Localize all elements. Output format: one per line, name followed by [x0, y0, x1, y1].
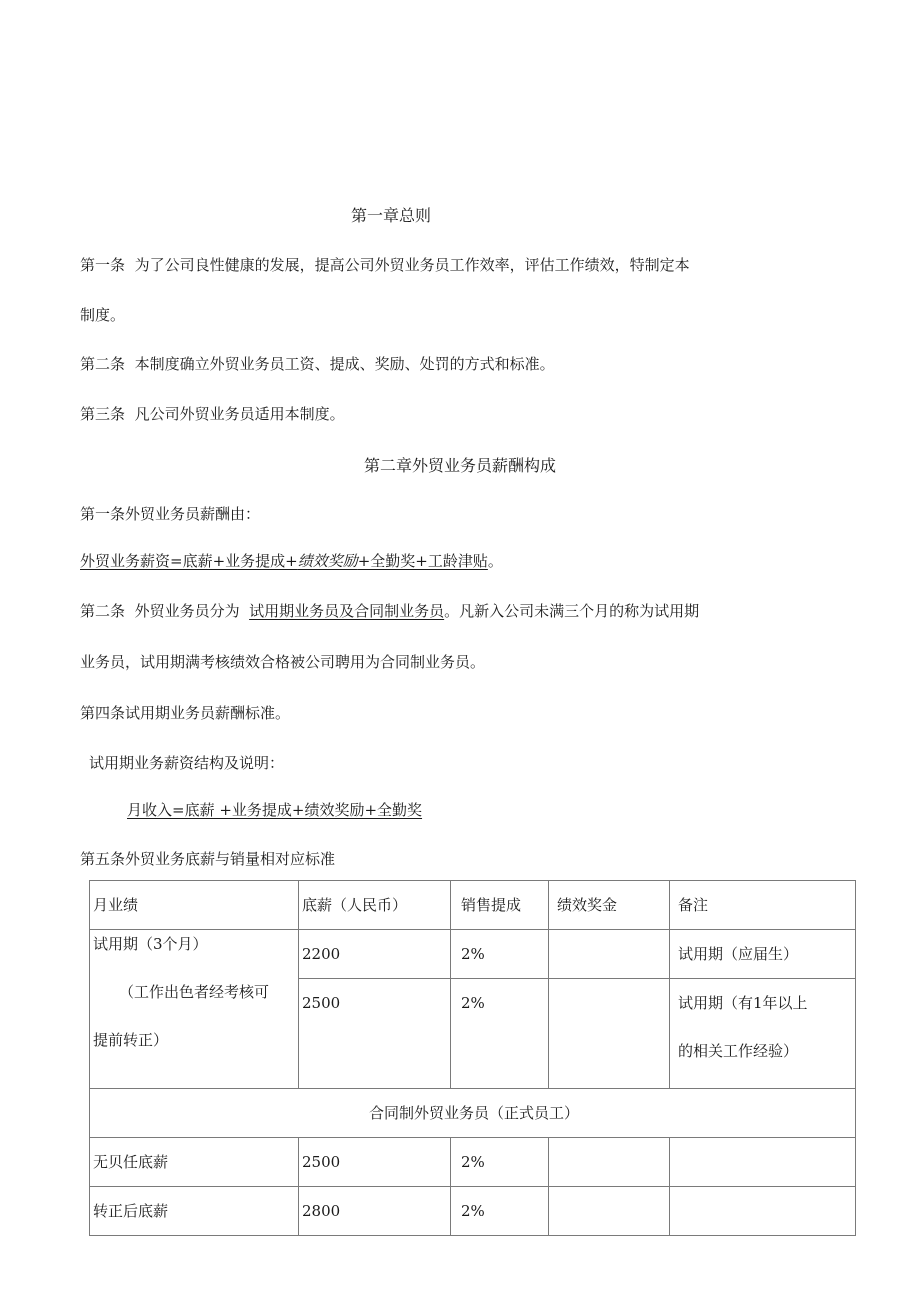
commission-cell: 2% [451, 1187, 549, 1236]
probation-label-line2: （工作出色者经考核可 [119, 983, 270, 1001]
chapter2-article2-line1 [80, 601, 699, 621]
base-salary-cell: 2500 [299, 1138, 451, 1187]
chapter1-article1-line2: 制度。 [80, 306, 126, 324]
table-section-row [90, 1089, 856, 1138]
section-title-cell: 合同制外贸业务员（正式员工） [90, 1089, 856, 1138]
note-cell [670, 1187, 856, 1236]
bonus-cell [549, 979, 670, 1089]
bonus-cell [549, 1187, 670, 1236]
commission-cell: 2% [451, 930, 549, 979]
chapter2-article1: 第一条外贸业务员薪酬由： [80, 505, 261, 523]
note-line1: 试用期（有1年以上 [678, 994, 808, 1012]
commission-cell: 2% [451, 1138, 549, 1187]
article-number: 第一条 [80, 256, 126, 274]
article-number: 第二条 [80, 355, 126, 373]
base-salary-cell: 2200 [299, 930, 451, 979]
probation-label-line1: 试用期（3个月） [93, 935, 208, 953]
label-cell: 转正后底薪 [90, 1187, 299, 1236]
article-text: 本制度确立外贸业务员工资、提成、奖励、处罚的方式和标准。 [134, 355, 555, 373]
salary-formula-part2: +全勤奖+工龄津贴 [357, 552, 488, 570]
bonus-cell [549, 1138, 670, 1187]
table-header-row [90, 881, 856, 930]
salary-formula [80, 551, 503, 571]
table-row [90, 1187, 856, 1236]
probation-label-line3: 提前转正） [93, 1031, 169, 1049]
table-row [90, 1138, 856, 1187]
chapter1-article1-line1 [80, 255, 690, 275]
header-cell-note: 备注 [670, 881, 856, 930]
article-text: 为了公司良性健康的发展，提高公司外贸业务员工作效率，评估工作绩效，特制定本 [134, 256, 690, 274]
article-text: 凡公司外贸业务员适用本制度。 [134, 405, 345, 423]
base-salary-cell: 2500 [299, 979, 451, 1089]
chapter1-title: 第一章总则 [351, 206, 432, 225]
chapter2-article5: 第五条外贸业务底薪与销量相对应标准 [80, 850, 336, 868]
note-cell: 试用期（应届生） [670, 930, 856, 979]
header-cell-commission: 销售提成 [451, 881, 549, 930]
monthly-income-formula: 月收入=底薪 +业务提成+绩效奖励+全勤奖 [127, 801, 423, 819]
salary-formula-italic: 绩效奖励 [297, 552, 358, 570]
salary-formula-part1: 外贸业务薪资=底薪+业务提成+ [80, 552, 298, 570]
label-cell: 无贝任底薪 [90, 1138, 299, 1187]
commission-cell: 2% [451, 979, 549, 1089]
article-text: 外贸业务员分为 [134, 602, 240, 620]
header-cell-monthly-performance: 月业绩 [90, 881, 299, 930]
note-cell [670, 1138, 856, 1187]
probation-label-cell [90, 930, 299, 1089]
header-cell-bonus: 绩效奖金 [549, 881, 670, 930]
salary-formula-end: 。 [487, 552, 503, 570]
chapter2-article2-line2: 业务员，试用期满考核绩效合格被公司聘用为合同制业务员。 [80, 653, 486, 671]
note-cell [670, 979, 856, 1089]
chapter1-article2 [80, 354, 555, 374]
article-number: 第二条 [80, 602, 126, 620]
table-row [90, 930, 856, 979]
article-text: 。凡新入公司未满三个月的称为试用期 [444, 602, 700, 620]
header-cell-base-salary: 底薪（人民币） [299, 881, 451, 930]
structure-heading: 试用期业务薪资结构及说明： [89, 754, 285, 772]
chapter2-title: 第二章外贸业务员薪酬构成 [364, 456, 557, 475]
chapter2-article4: 第四条试用期业务员薪酬标准。 [80, 704, 291, 722]
chapter1-article3 [80, 404, 345, 424]
article-number: 第三条 [80, 405, 126, 423]
base-salary-cell: 2800 [299, 1187, 451, 1236]
article-underlined-text: 试用期业务员及合同制业务员 [249, 602, 445, 620]
note-line2: 的相关工作经验） [678, 1042, 799, 1060]
bonus-cell [549, 930, 670, 979]
salary-table [89, 880, 856, 1236]
